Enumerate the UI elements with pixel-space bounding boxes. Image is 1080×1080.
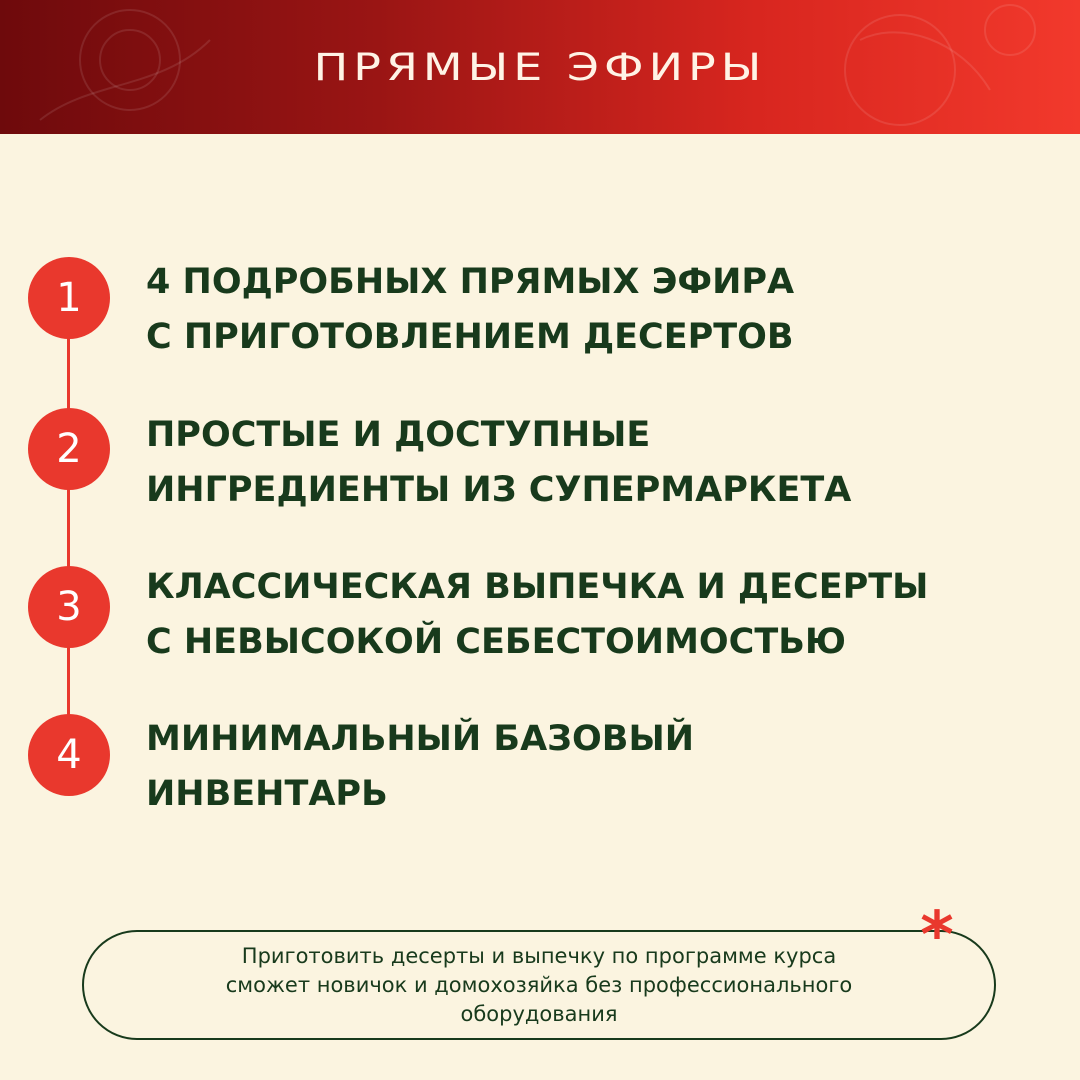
- step-number-4: 4: [28, 714, 110, 796]
- list-item-3: [146, 560, 1046, 670]
- step-number-1: 1: [28, 257, 110, 339]
- step-number-2: 2: [28, 408, 110, 490]
- footnote-line-1: Приготовить десерты и выпечку по программе курса: [241, 944, 837, 968]
- timeline-connector: [67, 300, 70, 755]
- list-item-4-line-2: ИНВЕНТАРЬ: [146, 774, 388, 814]
- list-item-4: [146, 712, 1046, 822]
- list-item-2: [146, 408, 1046, 518]
- list-item-3-line-1: КЛАССИЧЕСКАЯ ВЫПЕЧКА И ДЕСЕРТЫ: [146, 567, 929, 607]
- step-number-3: 3: [28, 566, 110, 648]
- header-banner: [0, 0, 1080, 134]
- list-item-2-line-1: ПРОСТЫЕ И ДОСТУПНЫЕ: [146, 415, 651, 455]
- list-item-2-line-2: ИНГРЕДИЕНТЫ ИЗ СУПЕРМАРКЕТА: [146, 470, 852, 510]
- footnote-line-3: оборудования: [460, 1002, 618, 1026]
- list-item-1-line-2: С ПРИГОТОВЛЕНИЕМ ДЕСЕРТОВ: [146, 317, 794, 357]
- list-item-1: [146, 255, 1046, 365]
- page-title: ПРЯМЫЕ ЭФИРЫ: [313, 44, 767, 90]
- list-item-3-line-2: С НЕВЫСОКОЙ СЕБЕСТОИМОСТЬЮ: [146, 622, 846, 662]
- asterisk-icon: *: [920, 899, 954, 973]
- footnote-text: [82, 942, 996, 1029]
- list-item-4-line-1: МИНИМАЛЬНЫЙ БАЗОВЫЙ: [146, 719, 695, 759]
- footnote-line-2: сможет новичок и домохозяйка без профессионального: [225, 973, 853, 997]
- list-item-1-line-1: 4 ПОДРОБНЫХ ПРЯМЫХ ЭФИРА: [146, 262, 795, 302]
